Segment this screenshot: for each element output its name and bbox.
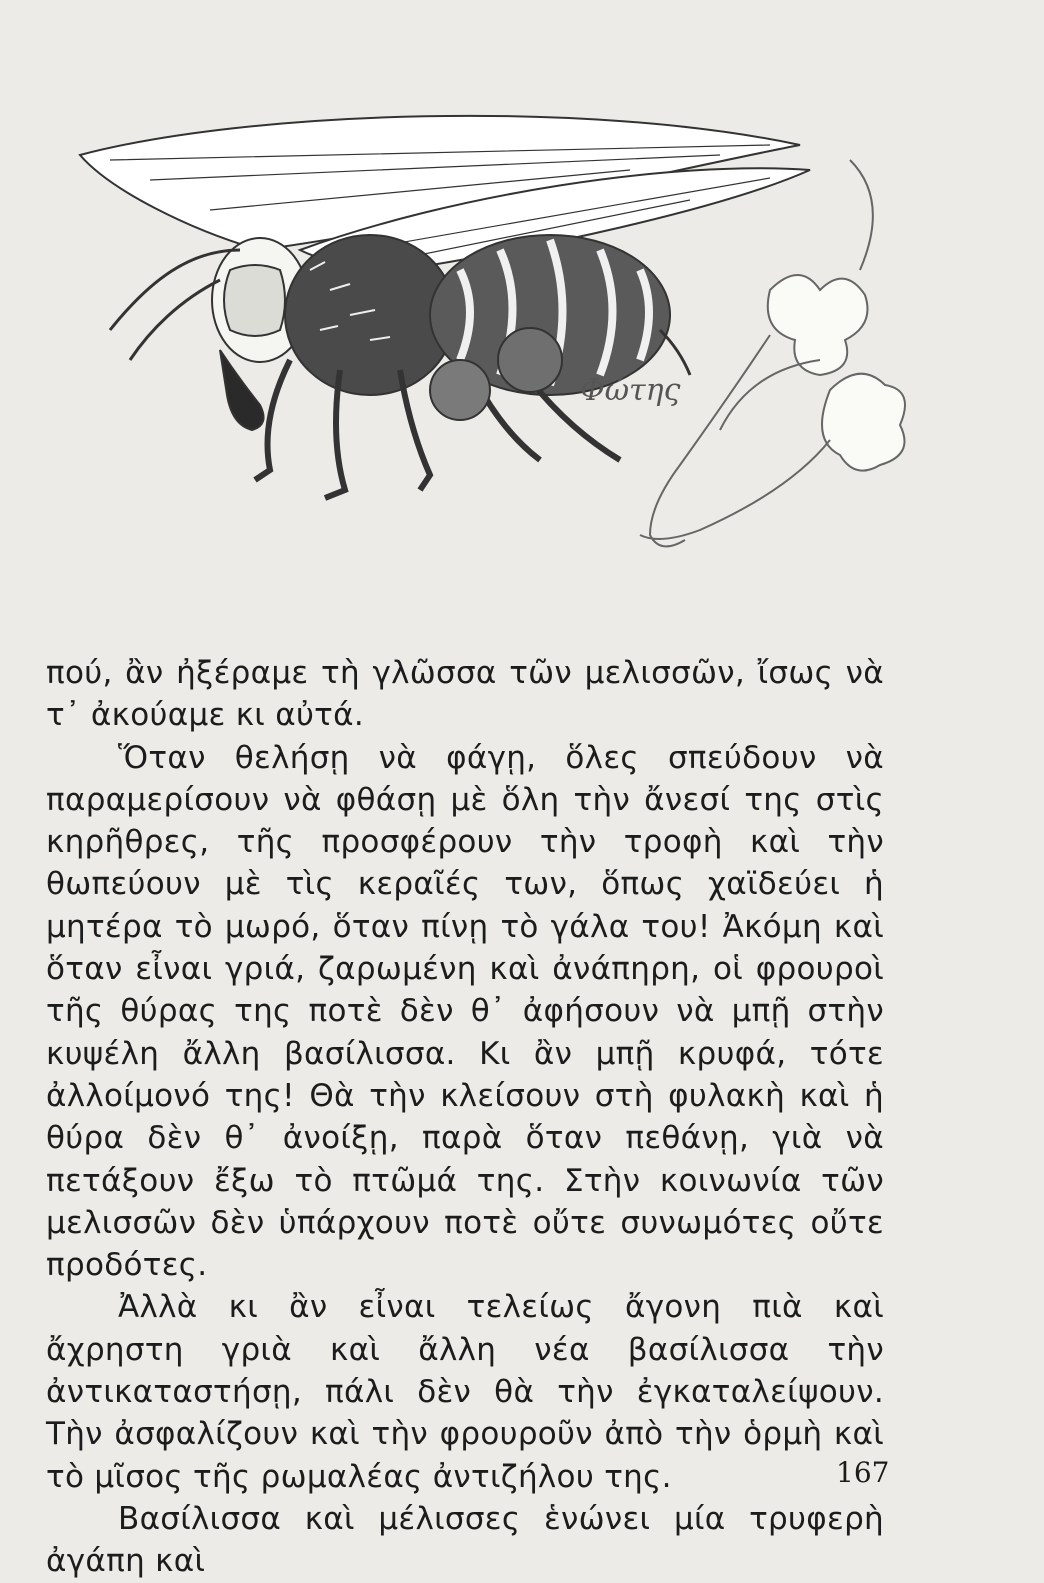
page-number: 167: [836, 1456, 890, 1489]
paragraph: Ὅταν θελήσῃ νὰ φάγῃ, ὅλες σπεύδουν νὰ παραμερίσουν νὰ φθάσῃ μὲ ὅλη τὴν ἄνεσί της στὶς κηρῆθρες, τῆς προσφέρουν τὴν τροφὴ καὶ τὴν θωπεύουν μὲ τὶς κεραῖές των, ὅπως χαϊδεύει ἡ μητέρα τὸ μωρό, ὅταν πίνῃ τὸ γάλα του! Ἀκόμη καὶ ὅταν εἶναι γριά, ζαρωμένη καὶ ἀνάπηρη, οἱ φρουροὶ τῆς θύρας της ποτὲ δὲν θ᾽ ἀφήσουν νὰ μπῇ στὴν κυψέλη ἄλλη βασίλισσα. Κι ἂν μπῇ κρυφά, τότε ἀλλοίμονό της! Θὰ τὴν κλείσουν στὴ φυλακὴ καὶ ἡ θύρα δὲν θ᾽ ἀνοίξῃ, παρὰ ὅταν πεθάνῃ, γιὰ νὰ πετάξουν ἔξω τὸ πτῶμά της. Στὴν κοινωνία τῶν μελισσῶν δὲν ὑπάρχουν ποτὲ οὔτε συνωμότες οὔτε προδότες.: [46, 739, 884, 1284]
paragraph: Βασίλισσα καὶ μέλισσες ἑνώνει μία τρυφερὴ ἀγάπη καὶ: [46, 1500, 884, 1580]
bee-illustration: [70, 100, 910, 570]
artist-signature: Φώτης: [580, 373, 681, 408]
paragraph: πού, ἂν ἠξέραμε τὴ γλῶσσα τῶν μελισσῶν, ἴσως νὰ τ᾽ ἀκούαμε κι αὐτά.: [46, 655, 884, 734]
paragraph: Ἀλλὰ κι ἂν εἶναι τελείως ἄγονη πιὰ καὶ ἄχρηστη γριὰ καὶ ἄλλη νέα βασίλισσα τὴν ἀντικαταστήσῃ, πάλι δὲν θὰ τὴν ἐγκαταλείψουν. Τὴν ἀσφαλίζουν καὶ τὴν φρουροῦν ἀπὸ τὴν ὁρμὴ καὶ τὸ μῖσος τῆς ρωμαλέας ἀντιζήλου της.: [46, 1289, 884, 1495]
body-text: [46, 652, 884, 1583]
